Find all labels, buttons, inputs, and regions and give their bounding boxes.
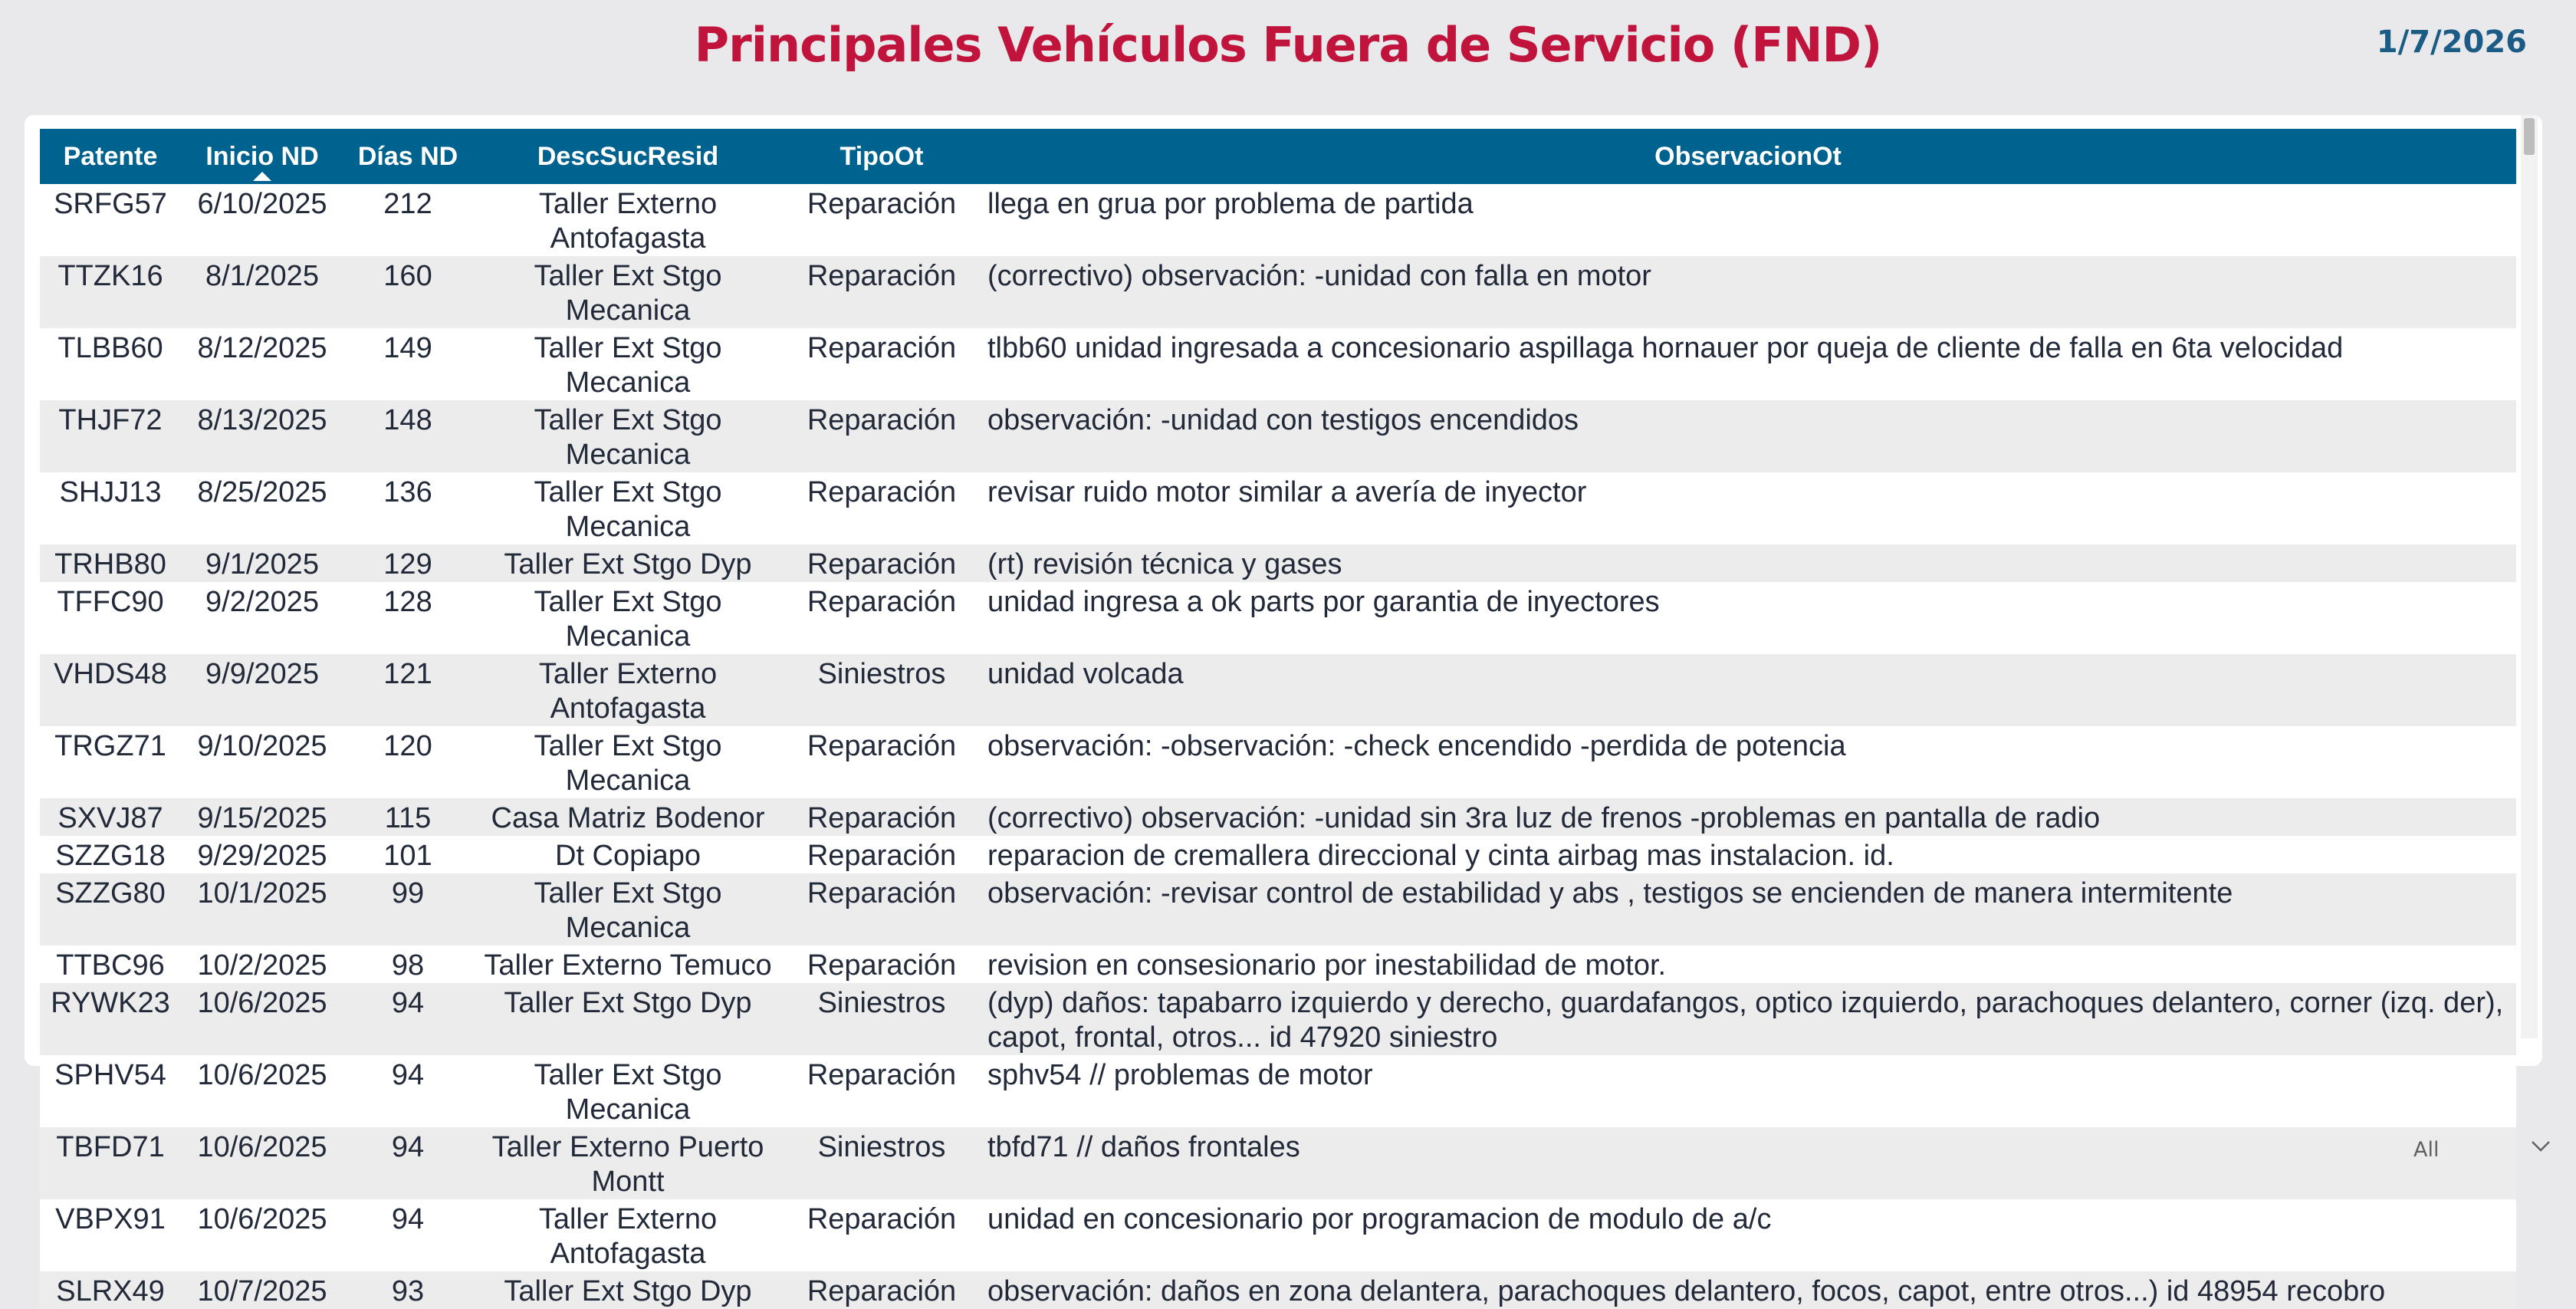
cell-tipo-ot: Reparación (784, 472, 980, 544)
cell-patente: THJF72 (40, 400, 181, 472)
table-row[interactable] (40, 184, 2516, 256)
table-header (40, 129, 2516, 184)
cell-desc-suc-resid: Taller Ext Stgo Mecanica (472, 726, 784, 798)
table-row[interactable] (40, 836, 2516, 873)
cell-inicio-nd: 8/12/2025 (181, 328, 343, 400)
cell-observacion-ot: reparacion de cremallera direccional y cinta airbag mas instalacion. id. (980, 836, 2516, 873)
cell-patente: SZZG80 (40, 873, 181, 946)
cell-inicio-nd: 8/1/2025 (181, 256, 343, 328)
cell-tipo-ot: Reparación (784, 544, 980, 582)
cell-dias-nd: 93 (343, 1271, 472, 1309)
cell-observacion-ot: unidad volcada (980, 654, 2516, 726)
table-row[interactable] (40, 654, 2516, 726)
cell-tipo-ot: Reparación (784, 836, 980, 873)
cell-tipo-ot: Reparación (784, 328, 980, 400)
cell-patente: TFFC90 (40, 582, 181, 654)
cell-tipo-ot: Reparación (784, 184, 980, 256)
cell-desc-suc-resid: Taller Ext Stgo Mecanica (472, 1055, 784, 1127)
cell-desc-suc-resid: Taller Ext Stgo Mecanica (472, 873, 784, 946)
column-header-patente[interactable]: Patente (40, 129, 181, 184)
cell-tipo-ot: Reparación (784, 1055, 980, 1127)
cell-inicio-nd: 10/7/2025 (181, 1271, 343, 1309)
cell-tipo-ot: Siniestros (784, 654, 980, 726)
cell-observacion-ot: revisar ruido motor similar a avería de inyector (980, 472, 2516, 544)
cell-inicio-nd: 9/1/2025 (181, 544, 343, 582)
cell-inicio-nd: 10/6/2025 (181, 983, 343, 1055)
cell-patente: SLRX49 (40, 1271, 181, 1309)
cell-tipo-ot: Reparación (784, 726, 980, 798)
cell-desc-suc-resid: Dt Copiapo (472, 836, 784, 873)
cell-desc-suc-resid: Taller Externo Antofagasta (472, 654, 784, 726)
table-row[interactable] (40, 472, 2516, 544)
cell-dias-nd: 121 (343, 654, 472, 726)
cell-patente: TRGZ71 (40, 726, 181, 798)
column-header-observacion-ot[interactable]: ObservacionOt (980, 129, 2516, 184)
cell-inicio-nd: 9/15/2025 (181, 798, 343, 836)
vertical-scrollbar[interactable] (2521, 115, 2538, 1038)
cell-inicio-nd: 8/13/2025 (181, 400, 343, 472)
cell-dias-nd: 115 (343, 798, 472, 836)
chevron-down-icon[interactable] (2530, 1135, 2551, 1156)
column-header-dias-nd[interactable]: Días ND (343, 129, 472, 184)
cell-tipo-ot: Reparación (784, 256, 980, 328)
table-row[interactable] (40, 983, 2516, 1055)
cell-patente: RYWK23 (40, 983, 181, 1055)
cell-patente: SHJJ13 (40, 472, 181, 544)
cell-observacion-ot: observación: -unidad con testigos encendidos (980, 400, 2516, 472)
table-row[interactable] (40, 1055, 2516, 1127)
cell-tipo-ot: Reparación (784, 400, 980, 472)
column-header-inicio-nd[interactable]: Inicio ND (181, 129, 343, 184)
cell-desc-suc-resid: Taller Externo Temuco (472, 946, 784, 983)
cell-tipo-ot: Reparación (784, 798, 980, 836)
cell-tipo-ot: Reparación (784, 946, 980, 983)
sort-ascending-icon[interactable] (253, 172, 271, 181)
cell-dias-nd: 98 (343, 946, 472, 983)
cell-tipo-ot: Reparación (784, 1271, 980, 1309)
cell-desc-suc-resid: Taller Externo Antofagasta (472, 184, 784, 256)
cell-desc-suc-resid: Taller Ext Stgo Mecanica (472, 582, 784, 654)
table-row[interactable] (40, 873, 2516, 946)
cell-tipo-ot: Siniestros (784, 1127, 980, 1199)
filter-value: All (2413, 1138, 2440, 1162)
cell-desc-suc-resid: Taller Ext Stgo Dyp (472, 983, 784, 1055)
cell-observacion-ot: (correctivo) observación: -unidad con falla en motor (980, 256, 2516, 328)
cell-dias-nd: 94 (343, 1055, 472, 1127)
table-row[interactable] (40, 256, 2516, 328)
cell-observacion-ot: tlbb60 unidad ingresada a concesionario aspillaga hornauer por queja de cliente de falla en 6ta velocidad (980, 328, 2516, 400)
cell-dias-nd: 101 (343, 836, 472, 873)
cell-dias-nd: 94 (343, 1127, 472, 1199)
cell-dias-nd: 148 (343, 400, 472, 472)
table-scroll-area[interactable] (40, 129, 2541, 1307)
cell-dias-nd: 94 (343, 983, 472, 1055)
table-row[interactable] (40, 946, 2516, 983)
cell-observacion-ot: (dyp) daños: tapabarro izquierdo y derecho, guardafangos, optico izquierdo, parachoques delantero, corner (izq. der), capot, frontal, otros... id 47920 siniestro (980, 983, 2516, 1055)
cell-observacion-ot: unidad en concesionario por programacion de modulo de a/c (980, 1199, 2516, 1271)
cell-inicio-nd: 10/6/2025 (181, 1055, 343, 1127)
cell-desc-suc-resid: Taller Ext Stgo Mecanica (472, 256, 784, 328)
cell-tipo-ot: Reparación (784, 582, 980, 654)
cell-inicio-nd: 6/10/2025 (181, 184, 343, 256)
cell-dias-nd: 149 (343, 328, 472, 400)
cell-desc-suc-resid: Taller Ext Stgo Mecanica (472, 328, 784, 400)
cell-inicio-nd: 9/9/2025 (181, 654, 343, 726)
cell-tipo-ot: Siniestros (784, 983, 980, 1055)
cell-desc-suc-resid: Taller Ext Stgo Mecanica (472, 400, 784, 472)
cell-observacion-ot: tbfd71 // daños frontales (980, 1127, 2516, 1199)
cell-inicio-nd: 8/25/2025 (181, 472, 343, 544)
cell-desc-suc-resid: Taller Externo Puerto Montt (472, 1127, 784, 1199)
cell-observacion-ot: revision en consesionario por inestabilidad de motor. (980, 946, 2516, 983)
table-row[interactable] (40, 1271, 2516, 1309)
cell-observacion-ot: observación: -observación: -check encendido -perdida de potencia (980, 726, 2516, 798)
table-row[interactable] (40, 400, 2516, 472)
cell-dias-nd: 120 (343, 726, 472, 798)
vehicles-table (40, 129, 2516, 1309)
cell-observacion-ot: unidad ingresa a ok parts por garantia de inyectores (980, 582, 2516, 654)
cell-patente: SZZG18 (40, 836, 181, 873)
cell-dias-nd: 99 (343, 873, 472, 946)
cell-dias-nd: 129 (343, 544, 472, 582)
cell-observacion-ot: sphv54 // problemas de motor (980, 1055, 2516, 1127)
cell-patente: SPHV54 (40, 1055, 181, 1127)
column-header-desc-suc-resid[interactable]: DescSucResid (472, 129, 784, 184)
cell-desc-suc-resid: Taller Ext Stgo Dyp (472, 544, 784, 582)
cell-inicio-nd: 10/6/2025 (181, 1127, 343, 1199)
table-row[interactable] (40, 798, 2516, 836)
cell-patente: TLBB60 (40, 328, 181, 400)
cell-observacion-ot: observación: -revisar control de estabilidad y abs , testigos se encienden de manera intermitente (980, 873, 2516, 946)
cell-observacion-ot: llega en grua por problema de partida (980, 184, 2516, 256)
table-row[interactable] (40, 582, 2516, 654)
table-row[interactable] (40, 1127, 2516, 1199)
cell-dias-nd: 212 (343, 184, 472, 256)
cell-desc-suc-resid: Taller Ext Stgo Dyp (472, 1271, 784, 1309)
cell-dias-nd: 94 (343, 1199, 472, 1271)
cell-inicio-nd: 10/1/2025 (181, 873, 343, 946)
filter-dropdown[interactable] (2413, 1132, 2551, 1166)
cell-dias-nd: 160 (343, 256, 472, 328)
cell-inicio-nd: 10/2/2025 (181, 946, 343, 983)
table-row[interactable] (40, 1199, 2516, 1271)
cell-patente: TTZK16 (40, 256, 181, 328)
cell-inicio-nd: 9/10/2025 (181, 726, 343, 798)
cell-observacion-ot: (rt) revisión técnica y gases (980, 544, 2516, 582)
scrollbar-thumb[interactable] (2524, 118, 2535, 155)
cell-desc-suc-resid: Taller Ext Stgo Mecanica (472, 472, 784, 544)
table-body (40, 184, 2516, 1309)
cell-observacion-ot: observación: daños en zona delantera, parachoques delantero, focos, capot, entre otros...) id 48954 recobro (980, 1271, 2516, 1309)
cell-patente: SRFG57 (40, 184, 181, 256)
cell-patente: VHDS48 (40, 654, 181, 726)
cell-dias-nd: 128 (343, 582, 472, 654)
cell-patente: TRHB80 (40, 544, 181, 582)
cell-tipo-ot: Reparación (784, 1199, 980, 1271)
column-header-tipo-ot[interactable]: TipoOt (784, 129, 980, 184)
report-date: 1/7/2026 (2376, 25, 2527, 60)
cell-observacion-ot: (correctivo) observación: -unidad sin 3ra luz de frenos -problemas en pantalla de radio (980, 798, 2516, 836)
cell-inicio-nd: 9/2/2025 (181, 582, 343, 654)
cell-desc-suc-resid: Taller Externo Antofagasta (472, 1199, 784, 1271)
cell-dias-nd: 136 (343, 472, 472, 544)
cell-patente: VBPX91 (40, 1199, 181, 1271)
cell-tipo-ot: Reparación (784, 873, 980, 946)
cell-inicio-nd: 9/29/2025 (181, 836, 343, 873)
table-row[interactable] (40, 544, 2516, 582)
table-visual (25, 115, 2542, 1307)
cell-patente: TTBC96 (40, 946, 181, 983)
page-title: Principales Vehículos Fuera de Servicio (FND) (694, 17, 1882, 73)
cell-inicio-nd: 10/6/2025 (181, 1199, 343, 1271)
cell-desc-suc-resid: Casa Matriz Bodenor (472, 798, 784, 836)
table-row[interactable] (40, 726, 2516, 798)
cell-patente: SXVJ87 (40, 798, 181, 836)
cell-patente: TBFD71 (40, 1127, 181, 1199)
table-row[interactable] (40, 328, 2516, 400)
